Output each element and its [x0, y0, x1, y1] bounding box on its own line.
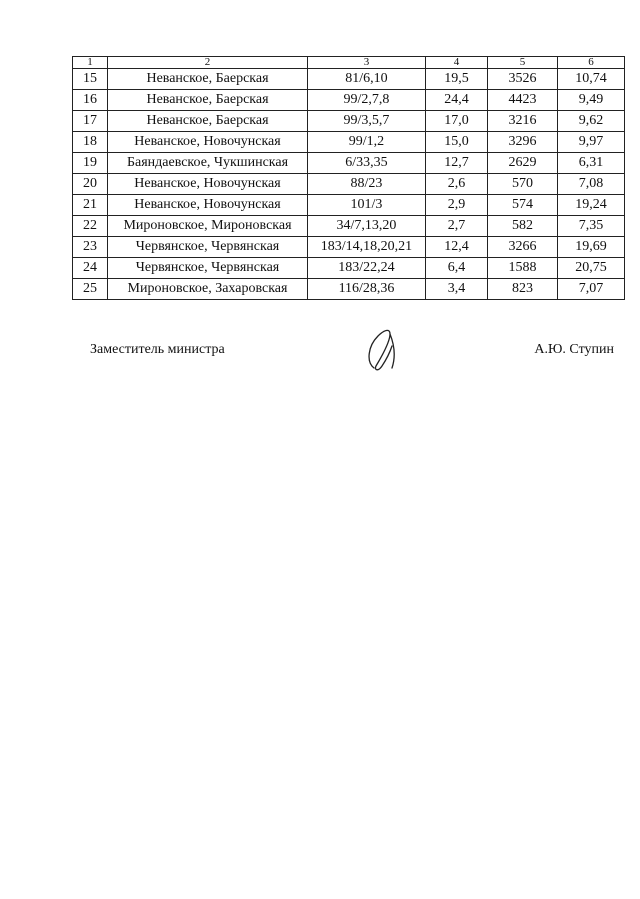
table-cell: 81/6,10 — [308, 69, 426, 90]
table-cell: 9,97 — [558, 132, 625, 153]
table-row — [73, 279, 625, 300]
table-row — [73, 111, 625, 132]
table-cell: Червянское, Червянская — [108, 237, 308, 258]
table-cell: Неванское, Баерская — [108, 90, 308, 111]
data-table — [72, 56, 625, 300]
table-row — [73, 174, 625, 195]
table-cell: 19,5 — [426, 69, 488, 90]
table-cell: Червянское, Червянская — [108, 258, 308, 279]
table-cell: 3296 — [488, 132, 558, 153]
table-cell: 24 — [73, 258, 108, 279]
table-cell: 570 — [488, 174, 558, 195]
table-cell: 2,9 — [426, 195, 488, 216]
table-cell: Неванское, Новочунская — [108, 132, 308, 153]
table-cell: 20,75 — [558, 258, 625, 279]
table-cell: 16 — [73, 90, 108, 111]
table-cell: 2,7 — [426, 216, 488, 237]
table-cell: 15 — [73, 69, 108, 90]
table-cell: 101/3 — [308, 195, 426, 216]
table-cell: 3,4 — [426, 279, 488, 300]
table-cell: 9,62 — [558, 111, 625, 132]
table-cell: 3266 — [488, 237, 558, 258]
table-cell: 88/23 — [308, 174, 426, 195]
table-cell: Неванское, Новочунская — [108, 195, 308, 216]
table-cell: 19,69 — [558, 237, 625, 258]
table-row — [73, 216, 625, 237]
table-header-row — [73, 57, 625, 69]
table-cell: 12,4 — [426, 237, 488, 258]
table-cell: 183/14,18,20,21 — [308, 237, 426, 258]
signer-position: Заместитель министра — [90, 342, 225, 357]
table-row — [73, 258, 625, 279]
table-cell: 9,49 — [558, 90, 625, 111]
table-cell: 4423 — [488, 90, 558, 111]
table-row — [73, 237, 625, 258]
table-cell: 17 — [73, 111, 108, 132]
table-cell: 20 — [73, 174, 108, 195]
table-cell: Баяндаевское, Чукшинская — [108, 153, 308, 174]
table-cell: 99/1,2 — [308, 132, 426, 153]
table-cell: 19,24 — [558, 195, 625, 216]
table-row — [73, 69, 625, 90]
table-cell: 6/33,35 — [308, 153, 426, 174]
table-cell: 7,07 — [558, 279, 625, 300]
column-header: 1 — [73, 57, 108, 69]
table-row — [73, 132, 625, 153]
column-header: 2 — [108, 57, 308, 69]
signer-name: А.Ю. Ступин — [534, 342, 614, 357]
table-cell: 99/3,5,7 — [308, 111, 426, 132]
column-header: 3 — [308, 57, 426, 69]
table-cell: 99/2,7,8 — [308, 90, 426, 111]
table-cell: 2,6 — [426, 174, 488, 195]
table-cell: 7,08 — [558, 174, 625, 195]
table-cell: 2629 — [488, 153, 558, 174]
table-cell: 3526 — [488, 69, 558, 90]
table-row — [73, 90, 625, 111]
table-cell: 3216 — [488, 111, 558, 132]
table-cell: 582 — [488, 216, 558, 237]
table-cell: 6,4 — [426, 258, 488, 279]
column-header: 6 — [558, 57, 625, 69]
table-row — [73, 153, 625, 174]
table-cell: Мироновское, Мироновская — [108, 216, 308, 237]
table-cell: 15,0 — [426, 132, 488, 153]
table-cell: Неванское, Баерская — [108, 69, 308, 90]
table-cell: 25 — [73, 279, 108, 300]
table-cell: 23 — [73, 237, 108, 258]
table-cell: 6,31 — [558, 153, 625, 174]
table-row — [73, 195, 625, 216]
table-cell: Неванское, Новочунская — [108, 174, 308, 195]
table-cell: Неванское, Баерская — [108, 111, 308, 132]
table-cell: 34/7,13,20 — [308, 216, 426, 237]
table-cell: Мироновское, Захаровская — [108, 279, 308, 300]
table-cell: 18 — [73, 132, 108, 153]
table-cell: 22 — [73, 216, 108, 237]
table-cell: 10,74 — [558, 69, 625, 90]
table-cell: 24,4 — [426, 90, 488, 111]
table-cell: 183/22,24 — [308, 258, 426, 279]
table-cell: 12,7 — [426, 153, 488, 174]
table-cell: 823 — [488, 279, 558, 300]
table-cell: 7,35 — [558, 216, 625, 237]
signature-block — [90, 338, 620, 368]
table-cell: 21 — [73, 195, 108, 216]
table-cell: 17,0 — [426, 111, 488, 132]
table-cell: 1588 — [488, 258, 558, 279]
table-cell: 19 — [73, 153, 108, 174]
table-cell: 574 — [488, 195, 558, 216]
column-header: 5 — [488, 57, 558, 69]
column-header: 4 — [426, 57, 488, 69]
table-cell: 116/28,36 — [308, 279, 426, 300]
